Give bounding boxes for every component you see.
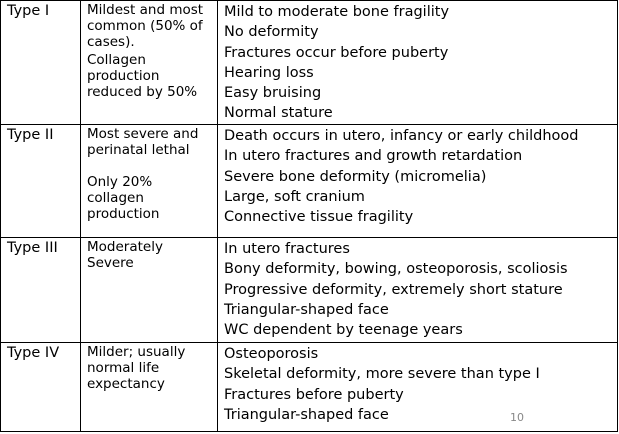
feature-line: Severe bone deformity (micromelia) bbox=[224, 168, 487, 185]
description-line: Mildest and most common (50% of cases). bbox=[87, 2, 204, 50]
feature-line: Fractures before puberty bbox=[224, 386, 404, 403]
feature-line: Death occurs in utero, infancy or early childhood bbox=[224, 128, 579, 144]
type-cell: Type I bbox=[1, 1, 81, 125]
description-line: Collagen production reduced by 50% bbox=[87, 52, 198, 100]
feature-line: Connective tissue fragility bbox=[224, 209, 414, 226]
feature-line: WC dependent by teenage years bbox=[224, 322, 463, 339]
feature-line: Easy bruising bbox=[224, 85, 322, 102]
feature-line: Mild to moderate bone fragility bbox=[224, 4, 450, 20]
features-cell bbox=[218, 238, 618, 343]
feature-line: Normal stature bbox=[224, 105, 333, 122]
description-line: Moderately Severe bbox=[87, 239, 163, 271]
table-row bbox=[1, 125, 618, 238]
page-number: 10 bbox=[510, 411, 524, 424]
description-cell bbox=[81, 1, 218, 125]
feature-line: In utero fractures bbox=[224, 241, 350, 257]
description-cell bbox=[81, 343, 218, 432]
feature-line: Skeletal deformity, more severe than type I bbox=[224, 366, 540, 383]
features-cell bbox=[218, 343, 618, 432]
feature-line: Large, soft cranium bbox=[224, 188, 365, 205]
table-row bbox=[1, 343, 618, 432]
description-spacer bbox=[87, 158, 212, 174]
description-cell bbox=[81, 238, 218, 343]
features-cell bbox=[218, 1, 618, 125]
description-line: Milder; usually normal life expectancy bbox=[87, 344, 186, 392]
feature-line: In utero fractures and growth retardation bbox=[224, 148, 523, 165]
feature-line: No deformity bbox=[224, 24, 319, 41]
type-cell: Type IV bbox=[1, 343, 81, 432]
description-line: Most severe and perinatal lethal bbox=[87, 126, 199, 158]
feature-line: Triangular-shaped face bbox=[224, 406, 389, 423]
feature-line: Fractures occur before puberty bbox=[224, 44, 449, 61]
table-row bbox=[1, 1, 618, 125]
description-cell bbox=[81, 125, 218, 238]
feature-line: Osteoporosis bbox=[224, 346, 319, 362]
features-cell bbox=[218, 125, 618, 238]
type-cell: Type II bbox=[1, 125, 81, 238]
table-row bbox=[1, 238, 618, 343]
feature-line: Bony deformity, bowing, osteoporosis, scoliosis bbox=[224, 261, 568, 278]
feature-line: Triangular-shaped face bbox=[224, 301, 389, 318]
type-cell: Type III bbox=[1, 238, 81, 343]
feature-line: Hearing loss bbox=[224, 64, 314, 81]
description-line: Only 20% collagen production bbox=[87, 174, 160, 222]
feature-line: Progressive deformity, extremely short stature bbox=[224, 281, 563, 298]
